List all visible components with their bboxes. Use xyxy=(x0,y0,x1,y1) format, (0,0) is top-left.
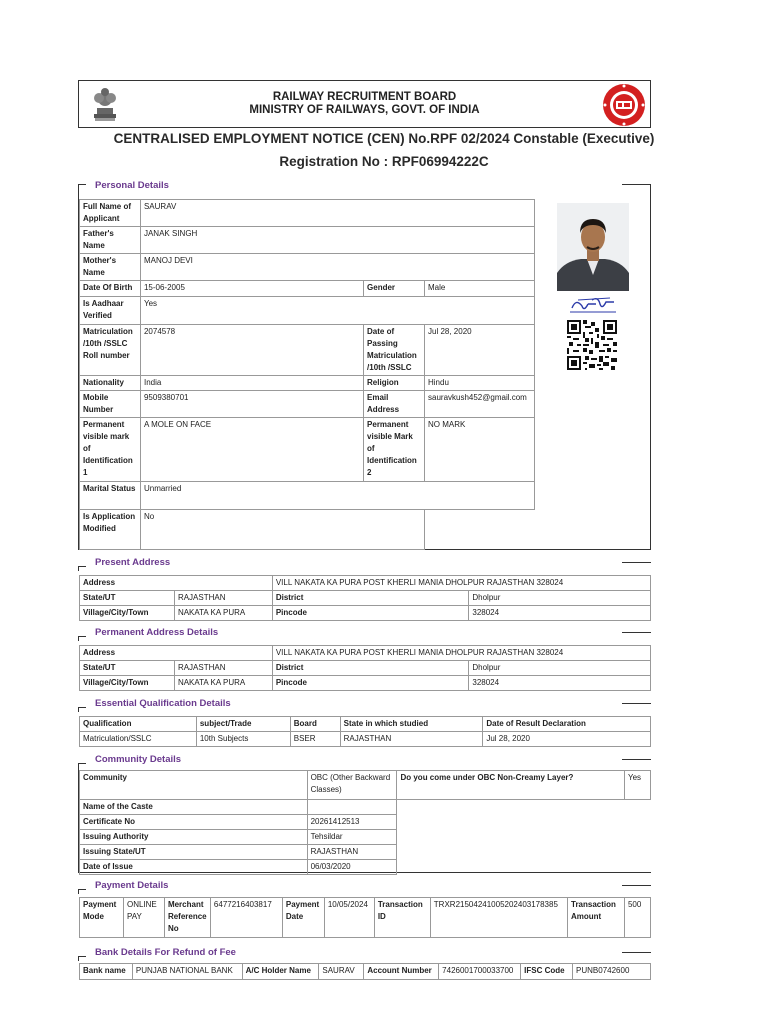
board-cell: BSER xyxy=(290,732,340,747)
certificate-label: Certificate No xyxy=(80,815,308,830)
caste-label: Name of the Caste xyxy=(80,800,308,815)
marital-value: Unmarried xyxy=(140,482,534,510)
empty-cell xyxy=(425,510,535,550)
table-row xyxy=(80,200,535,227)
document-header xyxy=(78,80,651,128)
board-name: RAILWAY RECRUITMENT BOARD xyxy=(272,91,457,103)
issue-date-label: Date of Issue xyxy=(80,860,308,875)
frame-line xyxy=(622,885,651,886)
pincode-value: 328024 xyxy=(469,676,651,691)
frame-line xyxy=(622,632,651,633)
pincode-label: Pincode xyxy=(272,606,469,621)
state-value: RAJASTHAN xyxy=(174,591,272,606)
mobile-value: 9509380701 xyxy=(140,391,363,418)
mark1-label: Permanent visible mark of Identification 1 xyxy=(80,418,141,482)
table-row xyxy=(80,418,535,482)
table-row xyxy=(80,800,651,815)
personal-details-table xyxy=(79,199,535,550)
creamy-layer-label: Do you come under OBC Non-Creamy Layer? xyxy=(397,771,625,800)
aadhaar-label: Is Aadhaar Verified xyxy=(80,297,141,325)
payment-title: Payment Details xyxy=(95,880,169,891)
payment-date-label: Payment Date xyxy=(282,898,324,938)
ifsc-value: PUNB0742600 xyxy=(573,964,651,980)
community-value: OBC (Other Backward Classes) xyxy=(307,771,397,800)
table-row xyxy=(80,227,535,254)
issue-date-value: 06/03/2020 xyxy=(307,860,397,875)
mark2-label: Permanent visible Mark of Identification 2 xyxy=(364,418,425,482)
table-row xyxy=(80,376,535,391)
merchant-label: Merchant Reference No xyxy=(164,898,210,938)
authority-value: Tehsildar xyxy=(307,830,397,845)
column-header: State in which studied xyxy=(340,717,483,732)
marital-label: Marital Status xyxy=(80,482,141,510)
village-label: Village/City/Town xyxy=(80,676,175,691)
district-value: Dholpur xyxy=(469,591,651,606)
frame-line xyxy=(78,707,86,708)
address-value: VILL NAKATA KA PURA POST KHERLI MANIA DHOLPUR RAJASTHAN 328024 xyxy=(272,576,650,591)
address-label: Address xyxy=(80,576,273,591)
father-name-label: Father's Name xyxy=(80,227,141,254)
registration-number: Registration No : RPF06994222C xyxy=(279,154,489,169)
issuing-state-value: RAJASTHAN xyxy=(307,845,397,860)
column-header: Qualification xyxy=(80,717,197,732)
state-label: State/UT xyxy=(80,661,175,676)
matric-date-value: Jul 28, 2020 xyxy=(425,325,535,376)
bank-name-label: Bank name xyxy=(80,964,133,980)
frame-line xyxy=(78,566,86,567)
matric-date-label: Date of Passing Matriculation /10th /SSLC xyxy=(364,325,425,376)
table-row xyxy=(80,676,651,691)
subject-cell: 10th Subjects xyxy=(196,732,290,747)
email-label: Email Address xyxy=(364,391,425,418)
authority-label: Issuing Authority xyxy=(80,830,308,845)
table-row xyxy=(80,771,651,800)
ifsc-label: IFSC Code xyxy=(521,964,573,980)
qualification-cell: Matriculation/SSLC xyxy=(80,732,197,747)
indian-railways-logo-icon xyxy=(602,83,646,127)
table-row xyxy=(80,482,535,510)
column-header: Date of Result Declaration xyxy=(483,717,651,732)
table-row xyxy=(80,297,535,325)
issuing-state-label: Issuing State/UT xyxy=(80,845,308,860)
payment-table xyxy=(79,897,651,938)
caste-value xyxy=(307,800,397,815)
creamy-layer-value: Yes xyxy=(624,771,650,800)
present-address-table xyxy=(79,575,651,621)
modified-label: Is Application Modified xyxy=(80,510,141,550)
frame-line xyxy=(622,759,651,760)
table-row xyxy=(80,576,651,591)
aadhaar-value: Yes xyxy=(140,297,534,325)
address-value: VILL NAKATA KA PURA POST KHERLI MANIA DHOLPUR RAJASTHAN 328024 xyxy=(272,646,650,661)
religion-value: Hindu xyxy=(425,376,535,391)
pincode-value: 328024 xyxy=(469,606,651,621)
email-value: sauravkush452@gmail.com xyxy=(425,391,535,418)
dob-label: Date Of Birth xyxy=(80,281,141,297)
frame-line xyxy=(622,703,651,704)
state-label: State/UT xyxy=(80,591,175,606)
full-name-label: Full Name of Applicant xyxy=(80,200,141,227)
nationality-value: India xyxy=(140,376,363,391)
village-label: Village/City/Town xyxy=(80,606,175,621)
table-row xyxy=(80,591,651,606)
gender-label: Gender xyxy=(364,281,425,297)
mobile-label: Mobile Number xyxy=(80,391,141,418)
empty-cell xyxy=(397,800,651,875)
ministry-name: MINISTRY OF RAILWAYS, GOVT. OF INDIA xyxy=(249,104,480,116)
district-label: District xyxy=(272,661,469,676)
account-number-label: Account Number xyxy=(364,964,439,980)
dob-value: 15-06-2005 xyxy=(140,281,363,297)
district-label: District xyxy=(272,591,469,606)
table-header-row xyxy=(80,717,651,732)
frame-line xyxy=(622,562,651,563)
permanent-address-title: Permanent Address Details xyxy=(95,627,219,638)
mark1-value: A MOLE ON FACE xyxy=(140,418,363,482)
present-address-title: Present Address xyxy=(95,557,171,568)
community-title: Community Details xyxy=(95,754,182,765)
cen-title: CENTRALISED EMPLOYMENT NOTICE (CEN) No.RPF 02/2024 Constable (Executive) xyxy=(113,131,655,146)
address-label: Address xyxy=(80,646,273,661)
signature-image xyxy=(566,292,620,318)
table-row xyxy=(80,732,651,747)
table-row xyxy=(80,606,651,621)
frame-line xyxy=(78,636,86,637)
column-header: subject/Trade xyxy=(196,717,290,732)
state-value: RAJASTHAN xyxy=(174,661,272,676)
bank-table xyxy=(79,963,651,980)
gender-value: Male xyxy=(425,281,535,297)
payment-date-value: 10/05/2024 xyxy=(324,898,374,938)
table-row xyxy=(80,964,651,980)
community-table xyxy=(79,770,651,875)
qualification-table xyxy=(79,716,651,747)
full-name-value: SAURAV xyxy=(140,200,534,227)
modified-value: No xyxy=(140,510,424,550)
mother-name-label: Mother's Name xyxy=(80,254,141,281)
table-row xyxy=(80,898,651,938)
holder-name-label: A/C Holder Name xyxy=(242,964,319,980)
mother-name-value: MANOJ DEVI xyxy=(140,254,534,281)
permanent-address-table xyxy=(79,645,651,691)
village-value: NAKATA KA PURA xyxy=(174,676,272,691)
pincode-label: Pincode xyxy=(272,676,469,691)
bank-title: Bank Details For Refund of Fee xyxy=(95,947,236,958)
certificate-value: 20261412513 xyxy=(307,815,397,830)
column-header: Board xyxy=(290,717,340,732)
frame-line xyxy=(78,889,86,890)
matric-roll-label: Matriculation /10th /SSLC Roll number xyxy=(80,325,141,376)
district-value: Dholpur xyxy=(469,661,651,676)
merchant-value: 6477216403817 xyxy=(210,898,282,938)
bank-name-value: PUNJAB NATIONAL BANK xyxy=(132,964,242,980)
father-name-value: JANAK SINGH xyxy=(140,227,534,254)
table-row xyxy=(80,391,535,418)
applicant-photo-image xyxy=(557,203,629,291)
table-row xyxy=(80,646,651,661)
transaction-id-label: Transaction ID xyxy=(374,898,430,938)
transaction-amount-label: Transaction Amount xyxy=(568,898,625,938)
header-text xyxy=(79,91,650,117)
matric-roll-value: 2074578 xyxy=(140,325,363,376)
result-date-cell: Jul 28, 2020 xyxy=(483,732,651,747)
payment-mode-value: ONLINE PAY xyxy=(123,898,164,938)
applicant-photo xyxy=(557,203,629,291)
payment-mode-label: Payment Mode xyxy=(80,898,124,938)
qr-code-icon xyxy=(567,320,617,370)
village-value: NAKATA KA PURA xyxy=(174,606,272,621)
holder-name-value: SAURAV xyxy=(319,964,364,980)
frame-line xyxy=(622,952,651,953)
mark2-value: NO MARK xyxy=(425,418,535,482)
frame-line xyxy=(78,956,86,957)
nationality-label: Nationality xyxy=(80,376,141,391)
table-row xyxy=(80,325,535,376)
transaction-amount-value: 500 xyxy=(624,898,650,938)
religion-label: Religion xyxy=(364,376,425,391)
table-row xyxy=(80,254,535,281)
table-row xyxy=(80,661,651,676)
state-cell: RAJASTHAN xyxy=(340,732,483,747)
table-row xyxy=(80,281,535,297)
transaction-id-value: TRXR2150424100520240317838​5 xyxy=(430,898,567,938)
personal-details-title: Personal Details xyxy=(95,180,169,191)
qualification-title: Essential Qualification Details xyxy=(95,698,231,709)
community-label: Community xyxy=(80,771,308,800)
table-row xyxy=(80,510,535,550)
account-number-value: 7426001700033700 xyxy=(439,964,521,980)
